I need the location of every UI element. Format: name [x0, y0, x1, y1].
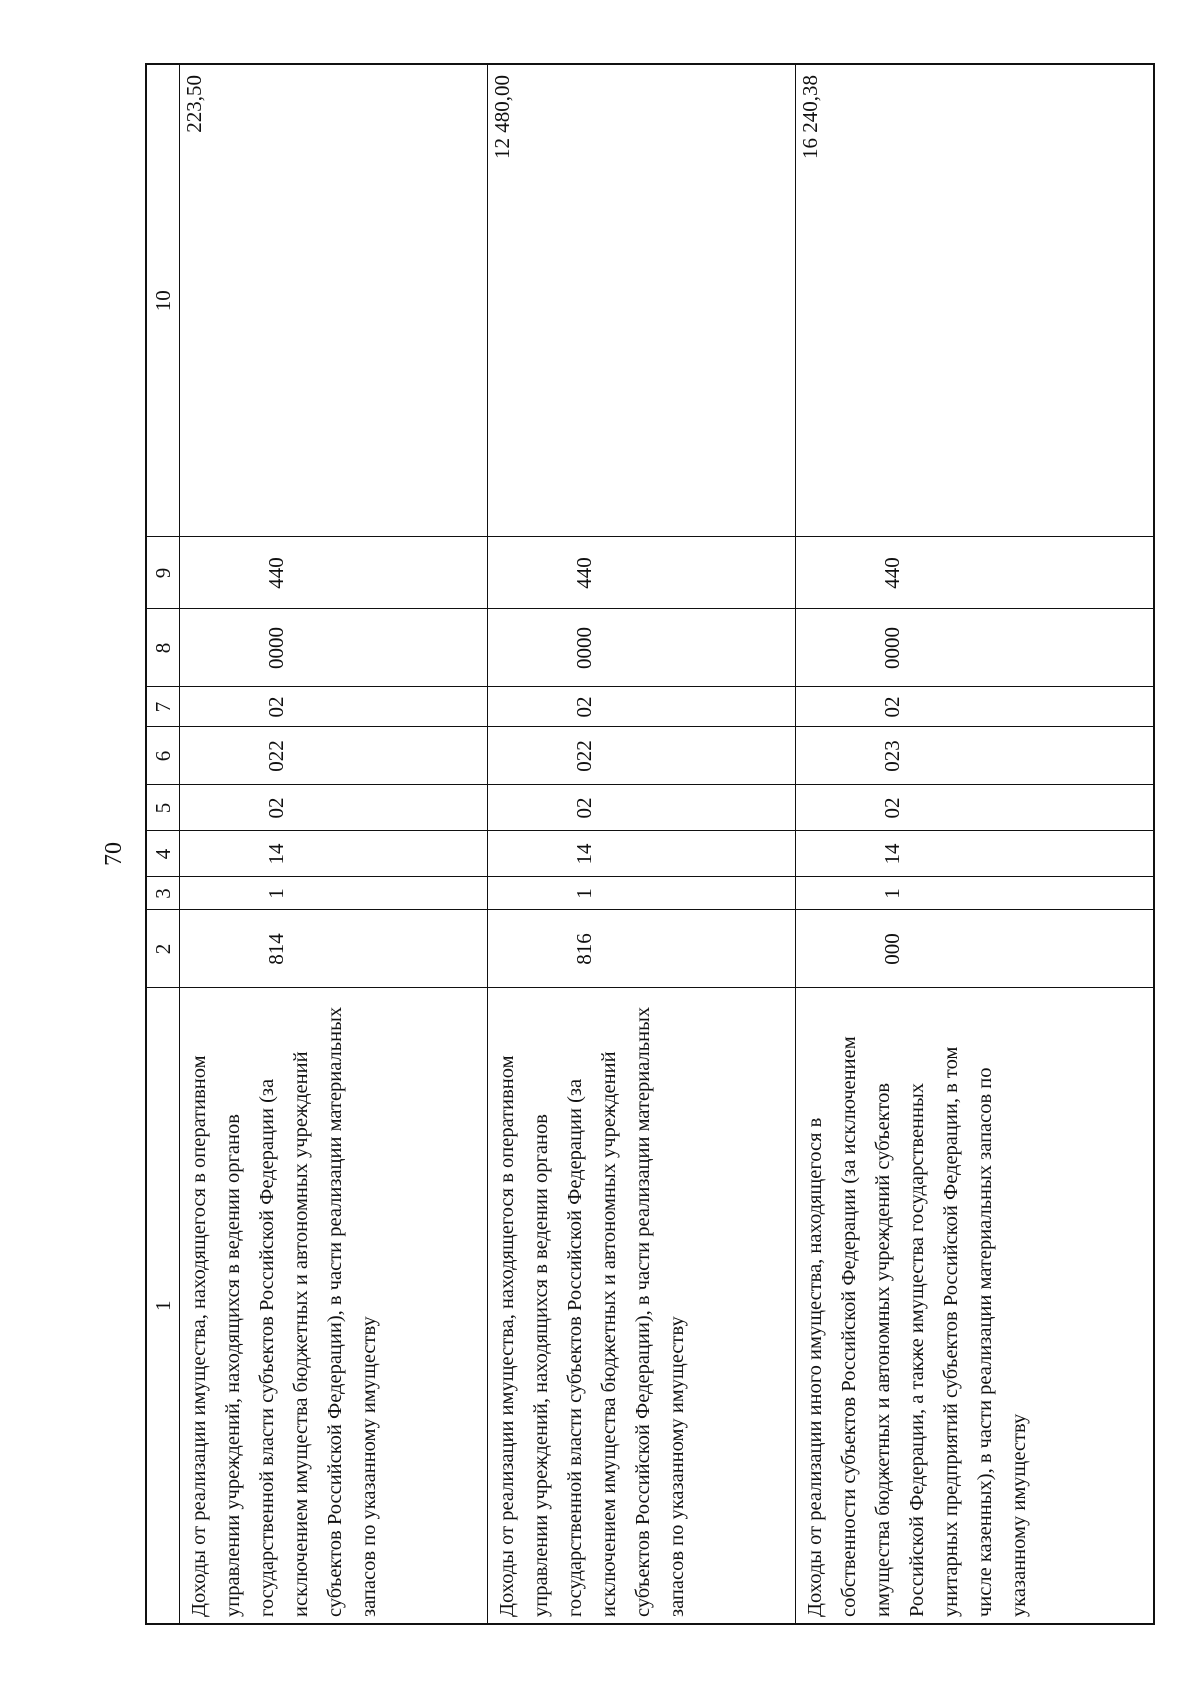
- code-cell: 02: [795, 687, 1154, 727]
- header-cell: 8: [146, 609, 180, 687]
- code-cell: 02: [180, 785, 488, 831]
- header-cell: 7: [146, 687, 180, 727]
- income-description: Доходы от реализации иного имущества, находящегося в собственности субъектов Российской Федерации (за исключением имущества бюджетных и автономных учреждений субъектов Российской Федерации, а также имущества государственных унитарных предприятий субъектов Российской Федерации, в том числе казенных), в части реализации материальных запасов по указанному имуществу: [795, 988, 1154, 1624]
- code-cell: 022: [487, 727, 795, 785]
- code-cell: 816: [487, 910, 795, 988]
- header-row: [146, 64, 180, 1624]
- amount-cell: 16 240,38: [795, 64, 1154, 537]
- code-cell: 0000: [487, 609, 795, 687]
- code-cell: 000: [795, 910, 1154, 988]
- code-cell: 440: [180, 537, 488, 609]
- page-number: 70: [101, 842, 127, 866]
- income-description: Доходы от реализации имущества, находящегося в оперативном управлении учреждений, находящихся в ведении органов государственной власти субъектов Российской Федерации (за исключением имущества бюджетных и автономных учреждений субъектов Российской Федерации), в части реализации материальных запасов по указанному имуществу: [487, 988, 795, 1624]
- code-cell: 0000: [180, 609, 488, 687]
- code-cell: 0000: [795, 609, 1154, 687]
- code-cell: 814: [180, 910, 488, 988]
- header-cell: 9: [146, 537, 180, 609]
- code-cell: 02: [795, 785, 1154, 831]
- code-cell: 1: [180, 877, 488, 910]
- table-row: [795, 64, 1154, 1624]
- code-cell: 440: [795, 537, 1154, 609]
- header-cell: 10: [146, 64, 180, 537]
- code-cell: 14: [795, 831, 1154, 877]
- code-cell: 14: [487, 831, 795, 877]
- code-cell: 02: [487, 785, 795, 831]
- header-cell: 5: [146, 785, 180, 831]
- header-cell: 6: [146, 727, 180, 785]
- table-row: [487, 64, 795, 1624]
- amount-cell: 12 480,00: [487, 64, 795, 537]
- code-cell: 023: [795, 727, 1154, 785]
- code-cell: 1: [795, 877, 1154, 910]
- budget-income-table: [145, 63, 1155, 1625]
- code-cell: 02: [487, 687, 795, 727]
- header-cell: 4: [146, 831, 180, 877]
- code-cell: 14: [180, 831, 488, 877]
- header-cell: 1: [146, 988, 180, 1624]
- code-cell: 1: [487, 877, 795, 910]
- rotated-table-container: [145, 65, 1155, 1625]
- code-cell: 02: [180, 687, 488, 727]
- header-cell: 3: [146, 877, 180, 910]
- header-cell: 2: [146, 910, 180, 988]
- code-cell: 440: [487, 537, 795, 609]
- table-row: [180, 64, 488, 1624]
- income-description: Доходы от реализации имущества, находящегося в оперативном управлении учреждений, находящихся в ведении органов государственной власти субъектов Российской Федерации (за исключением имущества бюджетных и автономных учреждений субъектов Российской Федерации), в части реализации материальных запасов по указанному имуществу: [180, 988, 488, 1624]
- amount-cell: 223,50: [180, 64, 488, 537]
- code-cell: 022: [180, 727, 488, 785]
